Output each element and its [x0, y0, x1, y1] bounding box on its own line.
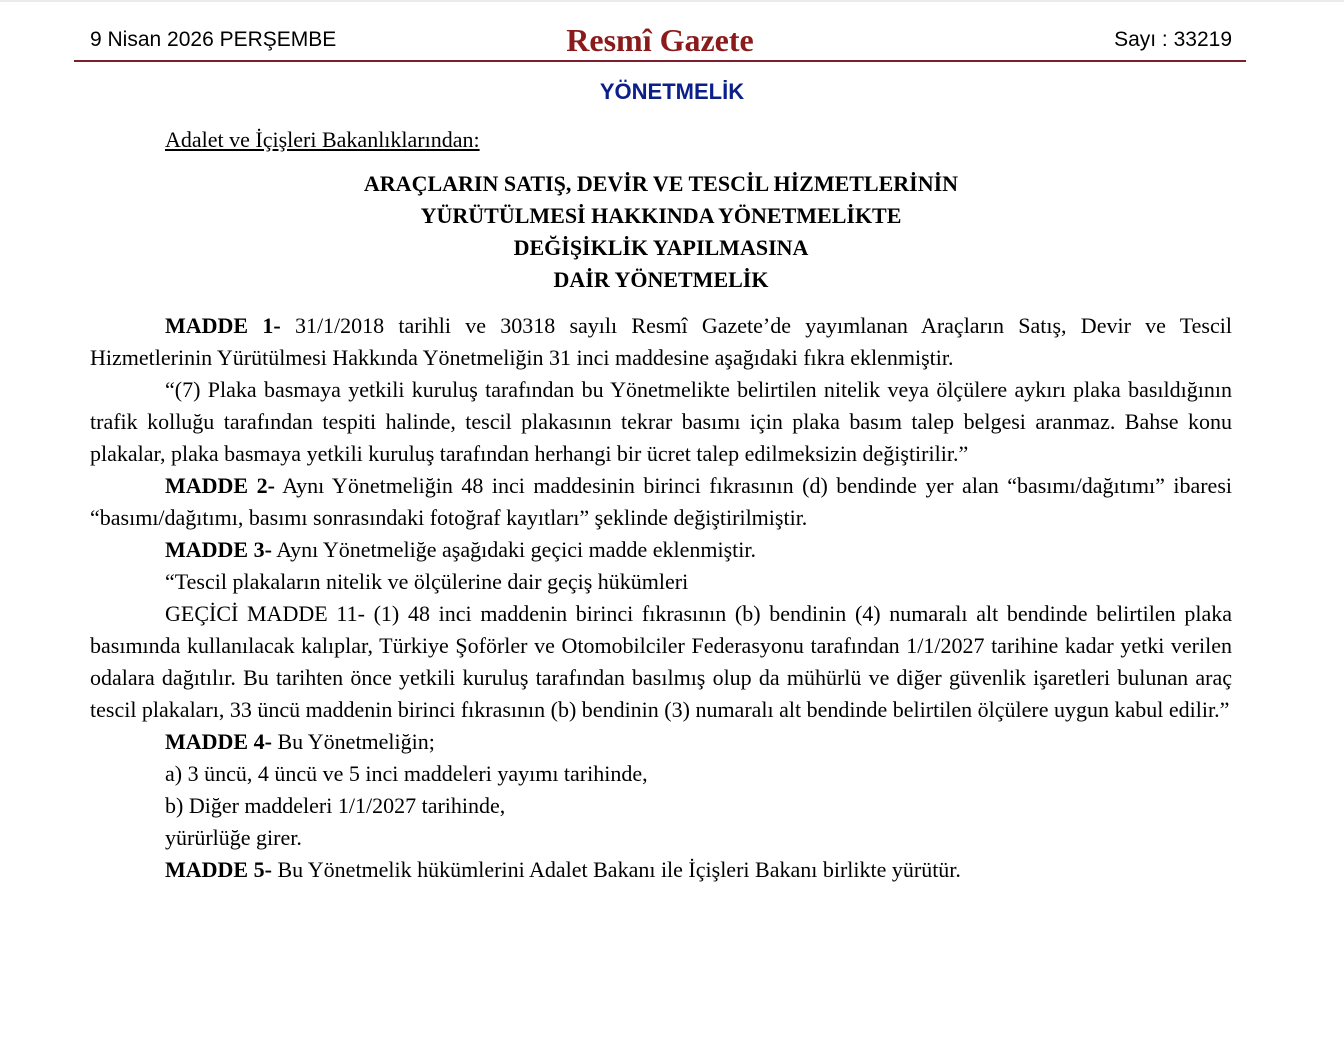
gazette-title: Resmî Gazete [566, 22, 754, 58]
section-heading: YÖNETMELİK [599, 79, 745, 104]
article-label: MADDE 3- [165, 537, 272, 562]
paragraph-text: Aynı Yönetmeliğin 48 inci maddesinin birinci fıkrasının (d) bendinde yer alan “basımı/dağıtımı” ibaresi “basımı/dağıtımı, basımı sonrasındaki fotoğraf kayıtları” şeklinde değiştirilmiştir. [90, 473, 1233, 530]
document-body [90, 126, 1232, 886]
quoted-clause-paragraph [90, 374, 1232, 470]
paragraph-text: Bu Yönetmelik hükümlerini Adalet Bakanı ile İçişleri Bakanı birlikte yürütür. [271, 857, 961, 882]
issue-number: Sayı : 33219 [1114, 28, 1232, 51]
regulation-title-line: DAİR YÖNETMELİK [553, 267, 769, 292]
paragraph-text: GEÇİCİ MADDE 11- (1) 48 inci maddenin birinci fıkrasının (b) bendinin (4) numaralı alt bendinde belirtilen plaka basımında kullanılacak kalıplar, Türkiye Şoförler ve Otomobilciler Federasyonu tarafından 1/1/2027 tarihine kadar yetki verilen odalara dağıtılır. Bu tarihten önce yetkili kuruluş tarafından basılmış olup da mühürlü ve diğer güvenlik işaretleri bulunan araç tescil plakaları, 33 üncü maddenin birinci fıkrasının (b) bendinin (3) numaralı alt bendinde belirtilen ölçülere uygun kabul edilir.” [90, 601, 1232, 722]
article-1-paragraph [90, 310, 1232, 374]
paragraph-text: Aynı Yönetmeliğe aşağıdaki geçici madde eklenmiştir. [271, 537, 757, 562]
paragraph-text: 31/1/2018 tarihli ve 30318 sayılı Resmî Gazete’de yayımlanan Araçların Satış, Devir ve Tescil Hizmetlerinin Yürütülmesi Hakkında Yönetmeliğin 31 inci maddesine aşağıdaki fıkra eklenmiştir. [90, 313, 1232, 370]
header-date: 9 Nisan 2026 PERŞEMBE [90, 28, 337, 51]
paragraph-text: yürürlüğe girer. [165, 825, 302, 850]
paragraph-text: a) 3 üncü, 4 üncü ve 5 inci maddeleri yayımı tarihinde, [165, 761, 648, 786]
article-label: MADDE 4- [165, 729, 272, 754]
provisional-heading-paragraph [90, 566, 1232, 598]
provisional-article-paragraph [90, 598, 1232, 726]
paragraph-text: Bu Yönetmeliğin; [271, 729, 435, 754]
ministry-line: Adalet ve İçişleri Bakanlıklarından: [165, 127, 480, 152]
gazette-header [74, 18, 1246, 62]
regulation-title [90, 168, 1232, 296]
regulation-title-line: DEĞİŞİKLİK YAPILMASINA [513, 235, 809, 260]
regulation-title-line: ARAÇLARIN SATIŞ, DEVİR VE TESCİL HİZMETLERİNİN [363, 171, 959, 196]
paragraph-text: “Tescil plakaların nitelik ve ölçülerine dair geçiş hükümleri [165, 569, 689, 594]
article-label: MADDE 5- [165, 857, 272, 882]
list-item-a [90, 758, 1232, 790]
article-label: MADDE 1- [165, 313, 281, 338]
top-border [0, 0, 1344, 2]
list-item-b [90, 790, 1232, 822]
article-label: MADDE 2- [165, 473, 275, 498]
article-2-paragraph [90, 470, 1232, 534]
effective-line [90, 822, 1232, 854]
regulation-title-line: YÜRÜTÜLMESİ HAKKINDA YÖNETMELİKTE [420, 203, 902, 228]
paragraph-text: “(7) Plaka basmaya yetkili kuruluş tarafından bu Yönetmelikte belirtilen nitelik veya ölçülere aykırı plaka basıldığının trafik kolluğu tarafından tespiti halinde, tescil plakasının tekrar basımı için plaka basım talep belgesi aranmaz. Bahse konu plakalar, plaka basmaya yetkili kuruluş tarafından herhangi bir ücret talep edilmeksizin değiştirilir.” [90, 377, 1232, 466]
paragraph-text: b) Diğer maddeleri 1/1/2027 tarihinde, [165, 793, 506, 818]
article-4-paragraph [90, 726, 1232, 758]
article-5-paragraph [90, 854, 1232, 886]
article-3-paragraph [90, 534, 1232, 566]
